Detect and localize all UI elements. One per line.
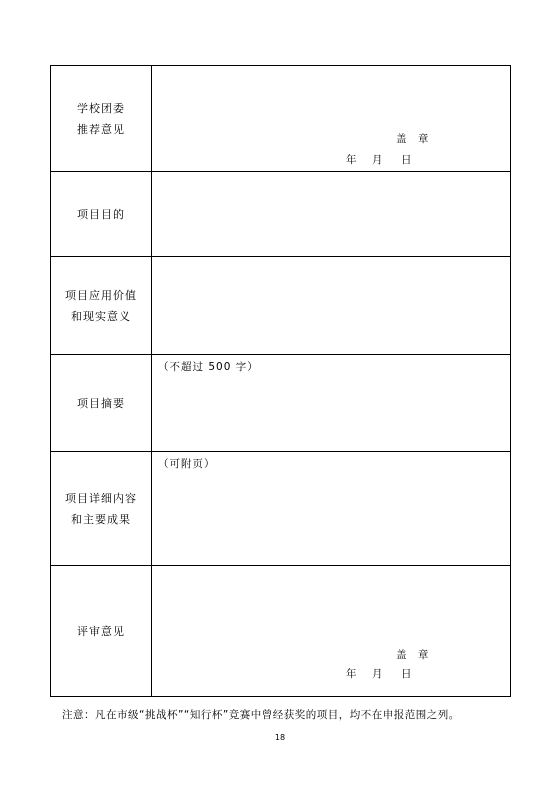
row-project-abstract (51, 355, 510, 452)
label-cell (51, 566, 152, 696)
label-line: 推荐意见 (77, 122, 125, 136)
attachment-hint: （可附页） (158, 458, 216, 470)
row-application-value (51, 257, 510, 355)
date-day: 日 (401, 154, 412, 166)
label-line: 评审意见 (77, 624, 125, 638)
row-project-purpose (51, 172, 510, 257)
label-cell (51, 452, 152, 565)
label-line: 项目摘要 (77, 396, 125, 410)
word-limit-hint: （不超过 500 字） (158, 361, 259, 373)
content-cell[interactable] (152, 355, 510, 451)
date-month: 月 (372, 668, 383, 680)
date-day: 日 (401, 668, 412, 680)
label-line: 和主要成果 (71, 512, 131, 526)
row-review-opinion (51, 566, 510, 696)
page-number: 18 (274, 733, 286, 742)
label-cell (51, 257, 152, 354)
application-form-table (50, 65, 511, 697)
content-cell[interactable] (152, 66, 510, 171)
seal-label: 盖 章 (396, 133, 431, 145)
label-cell (51, 66, 152, 171)
row-project-details (51, 452, 510, 566)
content-cell[interactable] (152, 452, 510, 565)
label-cell (51, 172, 152, 256)
label-line: 项目详细内容 (65, 491, 137, 505)
eligibility-note: 注意：凡在市级“挑战杯”“知行杯”竞赛中曾经获奖的项目，均不在申报范围之列。 (62, 709, 460, 721)
date-month: 月 (372, 154, 383, 166)
content-cell[interactable] (152, 172, 510, 256)
row-school-recommendation (51, 66, 510, 172)
label-line: 学校团委 (77, 101, 125, 115)
label-line: 项目目的 (77, 207, 125, 221)
content-cell[interactable] (152, 566, 510, 696)
content-cell[interactable] (152, 257, 510, 354)
label-line: 项目应用价值 (65, 288, 137, 302)
seal-label: 盖 章 (396, 649, 431, 661)
label-line: 和现实意义 (71, 309, 131, 323)
date-year: 年 (346, 668, 357, 680)
label-cell (51, 355, 152, 451)
date-year: 年 (346, 154, 357, 166)
